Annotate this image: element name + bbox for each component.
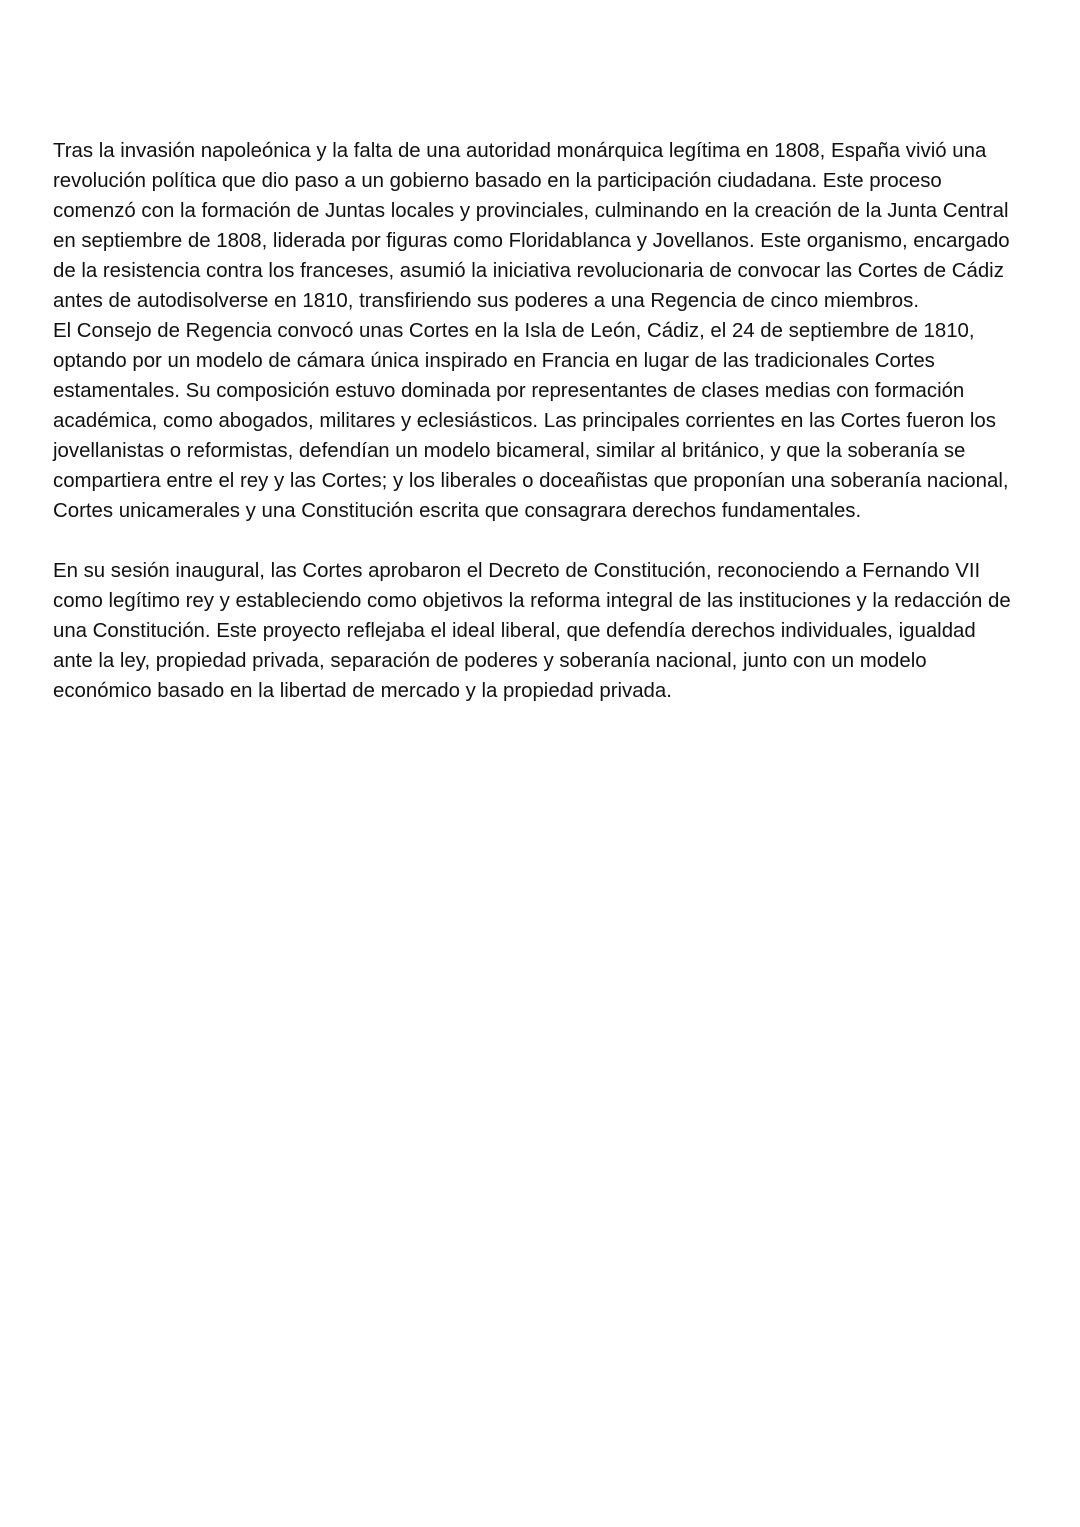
text-line: económico basado en la libertad de mercado y la propiedad privada.: [53, 680, 672, 702]
text-line: antes de autodisolverse en 1810, transfiriendo sus poderes a una Regencia de cinco miembros.: [53, 290, 919, 312]
text-line: revolución política que dio paso a un gobierno basado en la participación ciudadana. Este proceso: [53, 170, 942, 192]
text-line: académica, como abogados, militares y eclesiásticos. Las principales corrientes en las Cortes fueron los: [53, 410, 996, 432]
text-line: en septiembre de 1808, liderada por figuras como Floridablanca y Jovellanos. Este organismo, encargado: [53, 230, 1010, 252]
document-page: [53, 136, 1073, 706]
text-line: jovellanistas o reformistas, defendían un modelo bicameral, similar al británico, y que la soberanía se: [53, 440, 966, 462]
paragraph-sesion-inaugural: [53, 556, 1073, 706]
text-line: de la resistencia contra los franceses, asumió la iniciativa revolucionaria de convocar las Cortes de Cádiz: [53, 260, 1004, 282]
text-line: una Constitución. Este proyecto reflejaba el ideal liberal, que defendía derechos individuales, igualdad: [53, 620, 976, 642]
text-line: optando por un modelo de cámara única inspirado en Francia en lugar de las tradicionales Cortes: [53, 350, 935, 372]
text-line: El Consejo de Regencia convocó unas Cortes en la Isla de León, Cádiz, el 24 de septiembre de 1810,: [53, 320, 975, 342]
text-line: ante la ley, propiedad privada, separación de poderes y soberanía nacional, junto con un modelo: [53, 650, 927, 672]
text-line: Cortes unicamerales y una Constitución escrita que consagrara derechos fundamentales.: [53, 500, 862, 522]
text-line: Tras la invasión napoleónica y la falta de una autoridad monárquica legítima en 1808, España vivió una: [53, 140, 987, 162]
text-line: En su sesión inaugural, las Cortes aprobaron el Decreto de Constitución, reconociendo a Fernando VII: [53, 560, 981, 582]
text-line: como legítimo rey y estableciendo como objetivos la reforma integral de las instituciones y la redacción de: [53, 590, 1011, 612]
text-line: comenzó con la formación de Juntas locales y provinciales, culminando en la creación de la Junta Central: [53, 200, 1009, 222]
paragraph-spacer: [53, 526, 1073, 556]
paragraph-juntas: [53, 136, 1073, 316]
text-line: compartiera entre el rey y las Cortes; y los liberales o doceañistas que proponían una soberanía nacional,: [53, 470, 1009, 492]
paragraph-consejo-regencia: [53, 316, 1073, 526]
text-line: estamentales. Su composición estuvo dominada por representantes de clases medias con formación: [53, 380, 965, 402]
